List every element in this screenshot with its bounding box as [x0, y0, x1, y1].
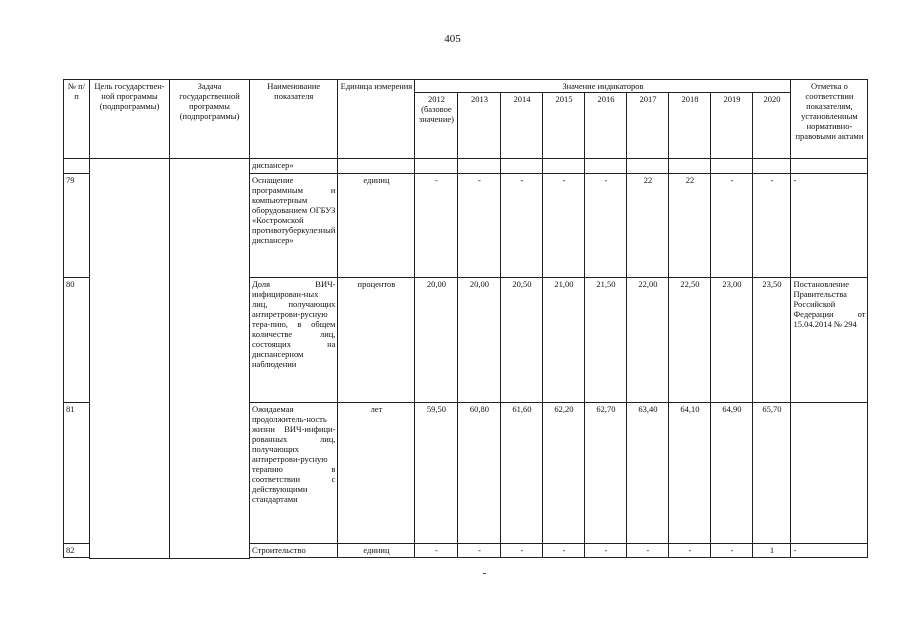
goal-cell-merged	[90, 159, 170, 559]
value-cell: 20,00	[458, 278, 501, 403]
header-year: 2012 (базовое значение)	[415, 93, 458, 159]
value-cell: -	[501, 174, 543, 278]
note-cell: -	[791, 174, 868, 278]
value-cell: 61,60	[501, 403, 543, 544]
value-cell: -	[415, 174, 458, 278]
task-cell-merged	[170, 159, 250, 559]
value-cell: -	[415, 544, 458, 558]
note-cell: Постановление Правительства Российской Федерации от 15.04.2014 № 294	[791, 278, 868, 403]
value-cell: 62,20	[543, 403, 585, 544]
value-cell: 22,50	[669, 278, 711, 403]
value-cell: 23,50	[753, 278, 791, 403]
value-cell: 62,70	[585, 403, 627, 544]
row-num: 82	[64, 544, 90, 558]
value-cell: -	[458, 544, 501, 558]
unit-cell: процентов	[338, 278, 415, 403]
value-cell: 65,70	[753, 403, 791, 544]
table-row-continuation	[64, 159, 868, 174]
header-values-group: Значение индикаторов	[415, 80, 791, 93]
value-cell: -	[458, 174, 501, 278]
value-cell: -	[543, 174, 585, 278]
value-cell: -	[543, 544, 585, 558]
value-cell: -	[711, 544, 753, 558]
header-year: 2013	[458, 93, 501, 159]
header-year: 2017	[627, 93, 669, 159]
header-indicator-name: Наименование показателя	[250, 80, 338, 159]
scan-mark	[483, 573, 486, 574]
value-cell: 22	[669, 174, 711, 278]
value-cell: 60,80	[458, 403, 501, 544]
continuation-text: диспансер»	[250, 159, 338, 174]
header-year: 2018	[669, 93, 711, 159]
header-year: 2015	[543, 93, 585, 159]
note-cell	[791, 403, 868, 544]
value-cell: 63,40	[627, 403, 669, 544]
header-year: 2016	[585, 93, 627, 159]
value-cell: 22,00	[627, 278, 669, 403]
indicator-name: Доля ВИЧ-инфицирован-ных лиц, получающих антиретрови-русную тера-пию, в общем количестве лиц, состоящих на диспансерном наблюдении	[250, 278, 338, 403]
note-cell: -	[791, 544, 868, 558]
value-cell: 64,90	[711, 403, 753, 544]
indicators-table	[63, 79, 868, 559]
row-num: 80	[64, 278, 90, 403]
value-cell: 20,50	[501, 278, 543, 403]
value-cell: 21,00	[543, 278, 585, 403]
indicator-name: Ожидаемая продолжитель-ность жизни ВИЧ-инфици-рованных лиц, получающих антиретрови-русную терапию в соответствии с действующими стандартами	[250, 403, 338, 544]
value-cell: 59,50	[415, 403, 458, 544]
value-cell: -	[627, 544, 669, 558]
unit-cell: единиц	[338, 174, 415, 278]
value-cell: 23,00	[711, 278, 753, 403]
value-cell: -	[711, 174, 753, 278]
header-note: Отметка о соответствии показателям, установленным нормативно-правовыми актами	[791, 80, 868, 159]
header-year: 2014	[501, 93, 543, 159]
row-num: 81	[64, 403, 90, 544]
header-num: № п/п	[64, 80, 90, 159]
header-task: Задача государственной программы (подпрограммы)	[170, 80, 250, 159]
unit-cell: единиц	[338, 544, 415, 558]
value-cell: 20,00	[415, 278, 458, 403]
value-cell: -	[585, 544, 627, 558]
page-number: 405	[444, 33, 461, 45]
header-unit: Единица измерения	[338, 80, 415, 159]
value-cell: 21,50	[585, 278, 627, 403]
indicator-name: Строительство	[250, 544, 338, 558]
header-goal: Цель государствен-ной программы (подпрограммы)	[90, 80, 170, 159]
value-cell: -	[753, 174, 791, 278]
value-cell: -	[501, 544, 543, 558]
row-num: 79	[64, 174, 90, 278]
unit-cell: лет	[338, 403, 415, 544]
value-cell: -	[585, 174, 627, 278]
value-cell: 1	[753, 544, 791, 558]
header-year: 2020	[753, 93, 791, 159]
value-cell: 22	[627, 174, 669, 278]
value-cell: -	[669, 544, 711, 558]
indicator-name: Оснащение программным и компьютерным оборудованием ОГБУЗ «Костромской противотуберкулезный диспансер»	[250, 174, 338, 278]
header-year: 2019	[711, 93, 753, 159]
value-cell: 64,10	[669, 403, 711, 544]
